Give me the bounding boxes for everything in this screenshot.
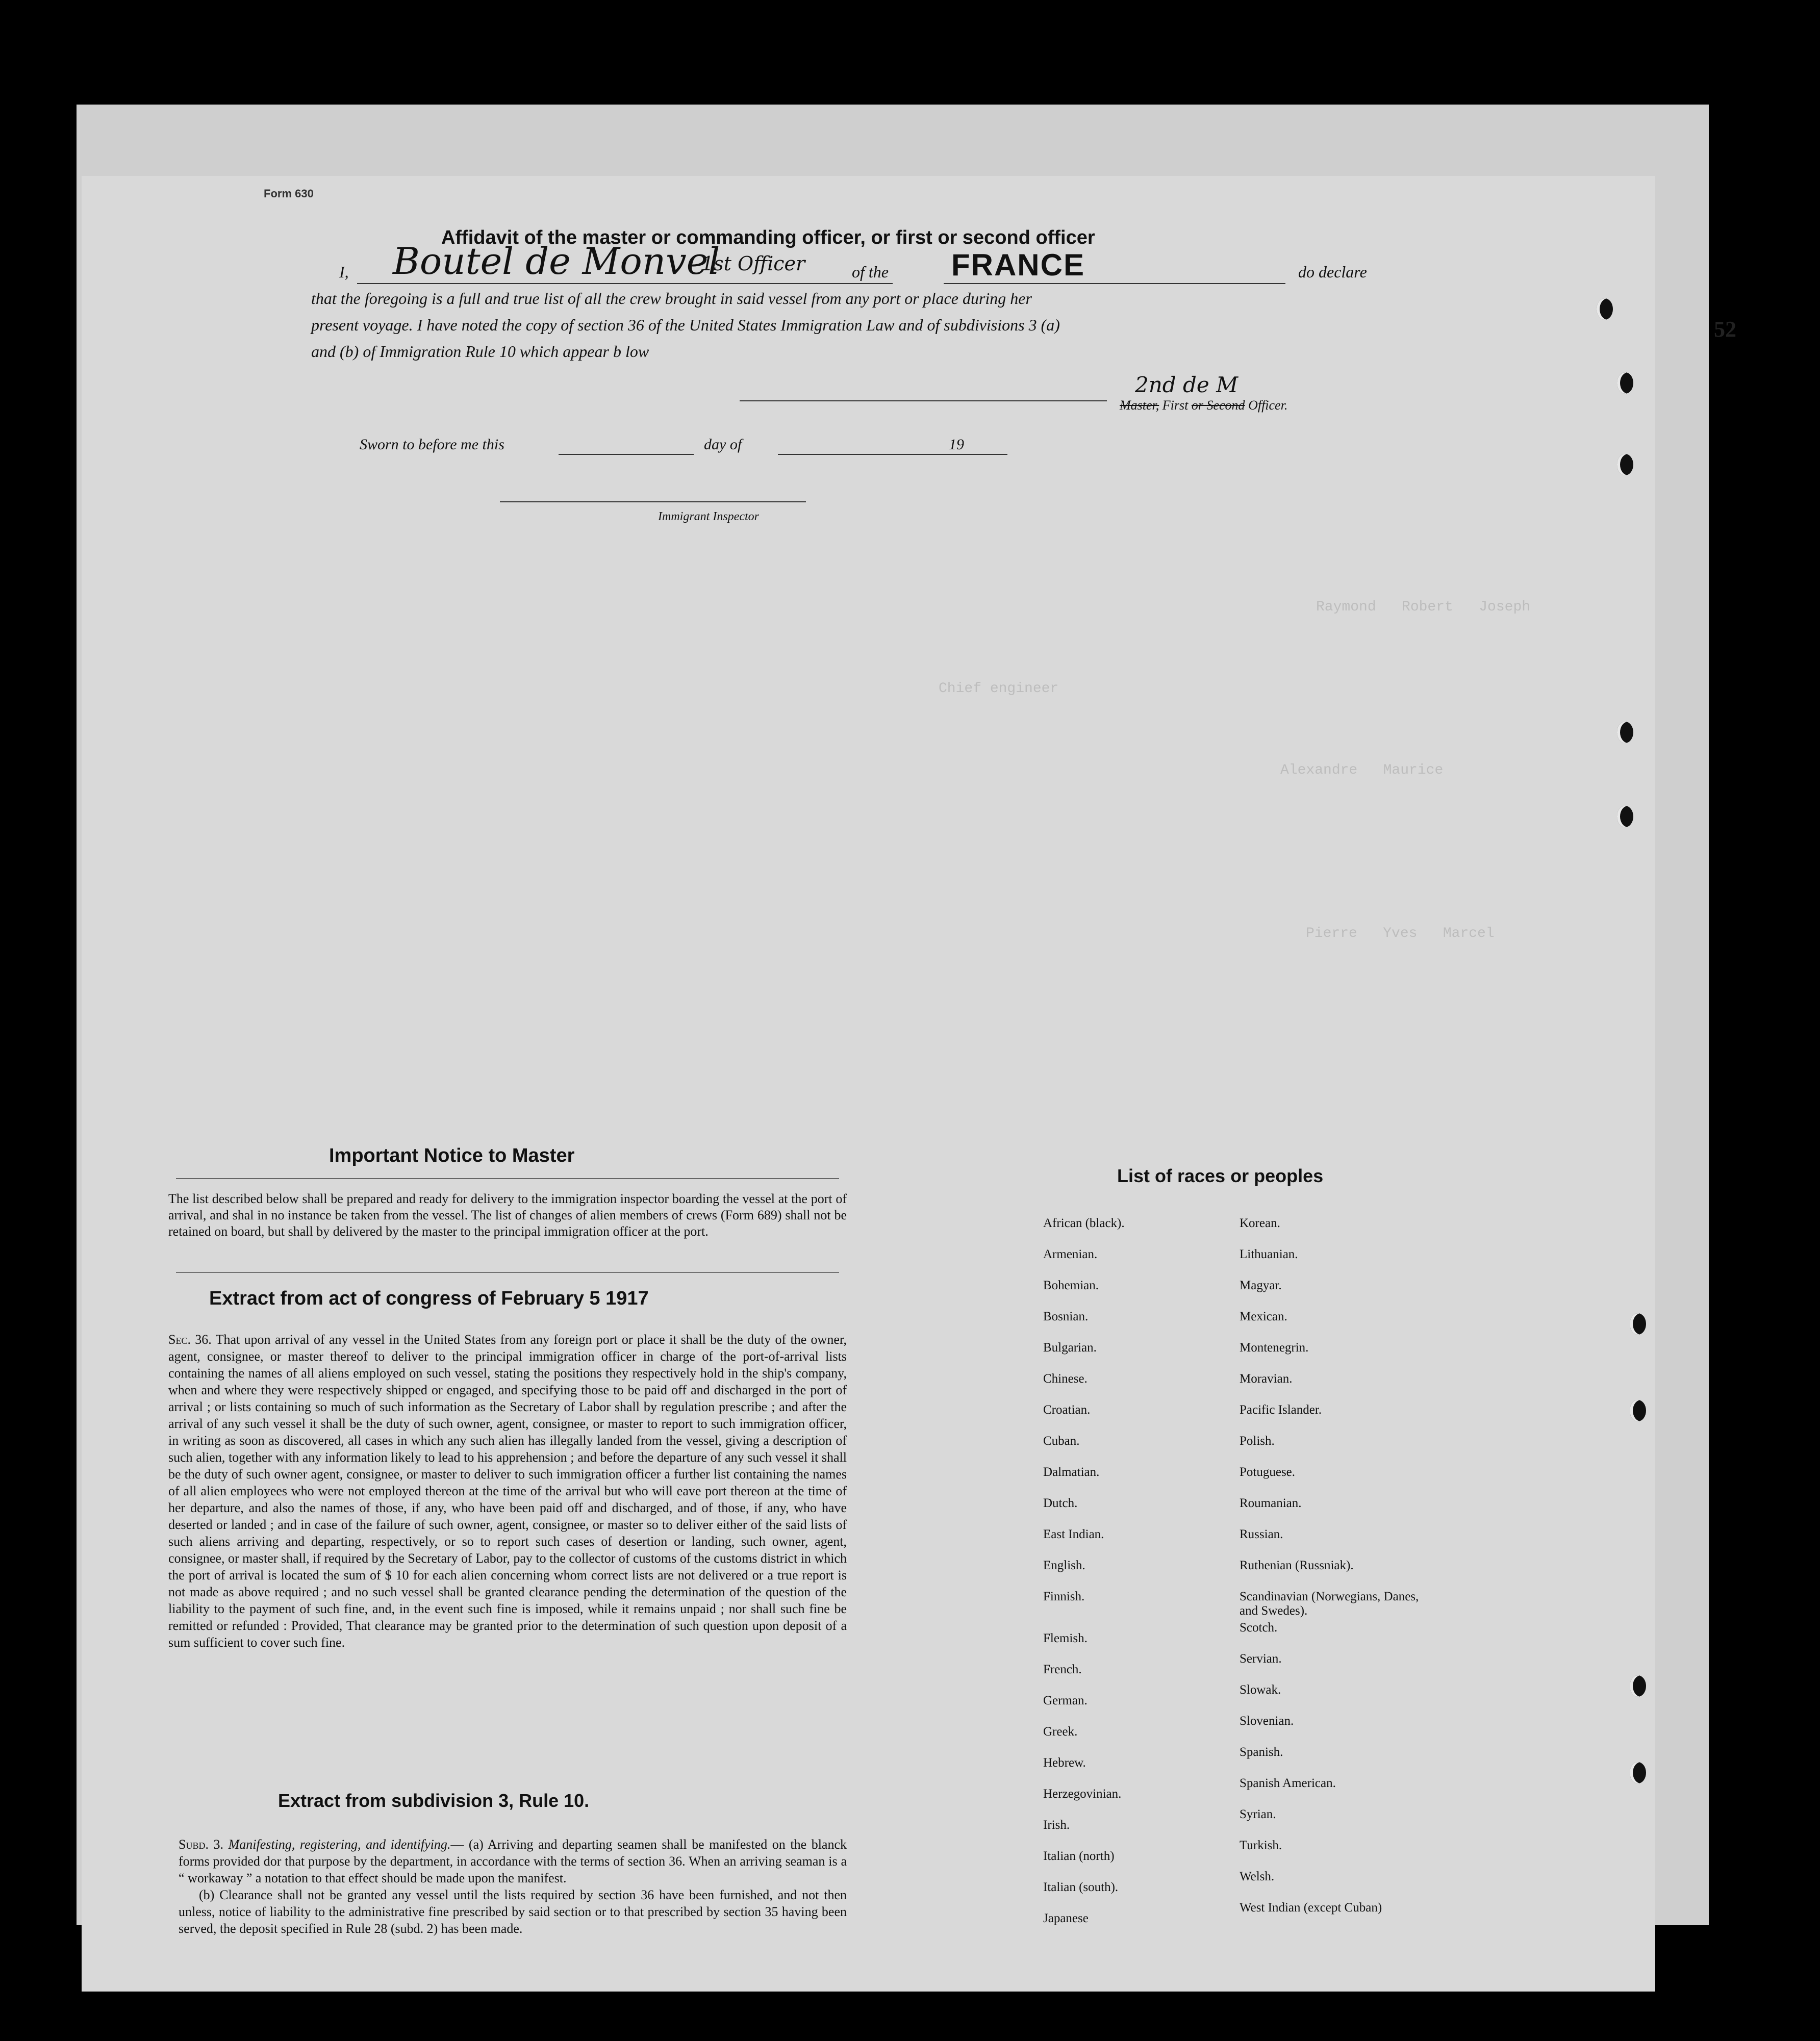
affidavit-line2: that the foregoing is a full and true list of all the crew brought in said vessel from any port or place during her [311, 289, 1032, 308]
ghost-text: Pierre Yves Marcel [1306, 926, 1495, 941]
subd3-text-b: (b) Clearance shall not be granted any vessel until the lists required by section 36 have been furnished, and not then unless, notice of liability to the administrative fine prescribed by said section or to that prescribed by section 35 having been served, the deposit specified in Rule 28 (subd. 2) has been made. [179, 1887, 847, 1936]
race-item: Armenian. [1043, 1247, 1098, 1261]
sworn-day: day of [704, 436, 742, 453]
subd3-label: Subd. 3. [179, 1837, 224, 1852]
sworn-date-line [559, 454, 694, 455]
punch-hole [1630, 1313, 1646, 1335]
race-item: Dalmatian. [1043, 1465, 1100, 1479]
race-item: East Indian. [1043, 1527, 1104, 1541]
extract2-title: Extract from subdivision 3, Rule 10. [278, 1790, 590, 1811]
race-item: Dutch. [1043, 1496, 1078, 1510]
notice-text: The list described below shall be prepared and ready for delivery to the immigration inspector boarding the vessel at the port of arrival, and shal in no instance be taken from the vessel. The list of changes of alien members of crews (Form 689) shall not be retained on board, but shall by delivered by the master to the principal immigration officer at the port. [168, 1191, 847, 1239]
race-item: Turkish. [1240, 1839, 1282, 1852]
punch-hole [1597, 298, 1613, 320]
race-item: West Indian (except Cuban) [1240, 1901, 1382, 1915]
officer-first: First [1162, 398, 1189, 413]
race-item: Herzegovinian. [1043, 1787, 1122, 1801]
sworn-prefix: Sworn to before me this [360, 436, 504, 453]
affidavit-title: Affidavit of the master or commanding officer, or first or second officer [441, 227, 1095, 248]
race-item: Polish. [1240, 1434, 1275, 1448]
subdivision-3-text [179, 1836, 847, 1937]
officer-annotation: 2nd de M [1135, 372, 1238, 397]
race-item: Spanish American. [1240, 1776, 1336, 1790]
race-item: Scandinavian (Norwegians, Danes, and Swedes). [1240, 1590, 1419, 1618]
signatory-name: Boutel de Monvel [393, 240, 720, 283]
notice-title: Important Notice to Master [329, 1145, 575, 1166]
affidavit-line4: and (b) of Immigration Rule 10 which appear b low [311, 342, 649, 361]
form-label: Form 630 [264, 187, 314, 200]
section-36-label: Sec. 36. [168, 1332, 212, 1347]
race-item: Montenegrin. [1240, 1341, 1309, 1355]
punch-hole [1630, 1400, 1646, 1421]
race-item: Servian. [1240, 1652, 1282, 1666]
race-item: Flemish. [1043, 1631, 1088, 1645]
officer-designation [1120, 398, 1287, 413]
race-item: Croatian. [1043, 1403, 1091, 1417]
ghost-text: Alexandre Maurice [1280, 762, 1444, 778]
race-item: Italian (south). [1043, 1880, 1119, 1894]
race-item: Syrian. [1240, 1807, 1276, 1821]
race-item: French. [1043, 1663, 1082, 1676]
race-item: Potuguese. [1240, 1465, 1296, 1479]
race-item: Ruthenian (Russniak). [1240, 1559, 1354, 1572]
race-item: Japanese [1043, 1911, 1089, 1925]
punch-hole [1617, 722, 1633, 743]
signature-line [740, 400, 1107, 401]
sworn-month-line [778, 454, 1007, 455]
notice-rule [176, 1272, 839, 1273]
section-36-text [168, 1331, 847, 1651]
officer-master: Master, [1120, 398, 1159, 413]
affidavit-line1-prefix: I, [339, 263, 349, 281]
ship-name: FRANCE [951, 248, 1085, 282]
race-item: Irish. [1043, 1818, 1070, 1832]
punch-hole [1630, 1762, 1646, 1783]
name-underline [357, 283, 893, 284]
signatory-rank: 1st Officer [701, 252, 805, 275]
extract1-title: Extract from act of congress of February 5 1917 [209, 1288, 649, 1309]
race-item: Bosnian. [1043, 1310, 1089, 1323]
race-item: Cuban. [1043, 1434, 1080, 1448]
race-item: Welsh. [1240, 1870, 1275, 1883]
race-item: Spanish. [1240, 1745, 1283, 1759]
affidavit-line3: present voyage. I have noted the copy of section 36 of the United States Immigration Law and of subdivisions 3 (a) [311, 316, 1060, 334]
affidavit-line1-middle: of the [852, 263, 889, 281]
race-item: Russian. [1240, 1527, 1283, 1541]
punch-hole [1617, 454, 1633, 475]
officer-suffix: Officer. [1248, 398, 1288, 413]
punch-hole [1617, 372, 1633, 394]
race-item: Greek. [1043, 1725, 1078, 1739]
race-item: Korean. [1240, 1216, 1280, 1230]
subd3-text-a: — (a) Arriving and departing seamen shall be manifested on the blanck forms provided dor that purpose by the department, in accordance with the terms of section 36. When an arriving seaman is a “ workaway ” a notation to that effect should be made upon the manifest. [179, 1837, 847, 1885]
race-item: Mexican. [1240, 1310, 1287, 1323]
page-number: 52 [1714, 317, 1736, 342]
race-item: Italian (north) [1043, 1849, 1115, 1863]
race-item: English. [1043, 1559, 1085, 1572]
race-item: Chinese. [1043, 1372, 1088, 1386]
affidavit-sheet [82, 176, 1655, 1992]
race-item: Hebrew. [1043, 1756, 1086, 1770]
race-item: Pacific Islander. [1240, 1403, 1322, 1417]
section-36-body: That upon arrival of any vessel in the United States from any foreign port or place it shall be the duty of the owner, agent, consignee, or master thereof to deliver to the principal immigration officer in charge of the port-of-arrival lists containing the names of all aliens employed on such vessel, stating the positions they respectively hold in the ship's company, when and where they were respectively shipped or engaged, and specifying those to be paid off and discharged in the port of arrival ; or lists containing so much of such information as the Secretary of Labor shall by regulation prescribe ; and after the arrival of any such vessel it shall be the duty of such owner, agent, consignee, or master to report to such immigration officer, in writing as soon as discovered, all cases in which any such alien has illegally landed from the vessel, giving a description of such alien, together with any information likely to lead to his apprehension ; and before the departure of any such vessel it shall be the duty of such owner agent, consignee, or master to deliver to such immigration officer a further list containing the names of all alien employees who were not employed thereon at the time of the arrival but who will eave port thereon at the time of her departure, and also the names of those, if any, who have been paid off and discharged, and of those, if any, who have deserted or landed ; and in case of the failure of such owner, agent, consignee, or master so to deliver either of the said lists of such aliens arriving and departing, respectively, or so to report such cases of desertion or landing, such owner, agent, consignee, or master shall, if required by the Secretary of Labor, pay to the collector of customs of the customs district in which the port of arrival is located the sum of $ 10 for each alien concerning whom correct lists are not delivered or a true report is not made as above required ; and no such vessel shall be granted clearance pending the determination of the question of the liability to the payment of such fine, and, in the event such fine is imposed, while it remains unpaid ; nor shall such fine be remitted or refunded : Provided, That clearance may be granted prior to the determination of such question upon deposit of a sum sufficient to cover such fine. [168, 1332, 847, 1650]
ghost-text: Chief engineer [939, 681, 1059, 697]
race-item: African (black). [1043, 1216, 1125, 1230]
race-item: Roumanian. [1240, 1496, 1302, 1510]
inspector-signature-line [500, 501, 806, 502]
race-item: German. [1043, 1694, 1088, 1707]
subd3-heading: Manifesting, registering, and identifying. [228, 1837, 451, 1852]
race-item: Lithuanian. [1240, 1247, 1298, 1261]
race-item: Bulgarian. [1043, 1341, 1097, 1355]
ship-underline [944, 283, 1285, 284]
race-item: Moravian. [1240, 1372, 1293, 1386]
notice-rule [176, 1178, 839, 1179]
punch-hole [1617, 806, 1633, 827]
officer-or-second: or Second [1191, 398, 1245, 413]
race-item: Slovenian. [1240, 1714, 1294, 1728]
race-item: Scotch. [1240, 1621, 1278, 1635]
immigrant-inspector-label: Immigrant Inspector [658, 510, 759, 523]
race-item: Bohemian. [1043, 1279, 1099, 1292]
races-title: List of races or peoples [1117, 1165, 1324, 1186]
sworn-year: 19 [949, 436, 964, 453]
race-item: Magyar. [1240, 1279, 1282, 1292]
punch-hole [1630, 1675, 1646, 1697]
affidavit-line1-suffix: do declare [1298, 263, 1367, 281]
race-item: Finnish. [1043, 1590, 1085, 1603]
race-item: Slowak. [1240, 1683, 1281, 1697]
ghost-text: Raymond Robert Joseph [1316, 599, 1531, 615]
